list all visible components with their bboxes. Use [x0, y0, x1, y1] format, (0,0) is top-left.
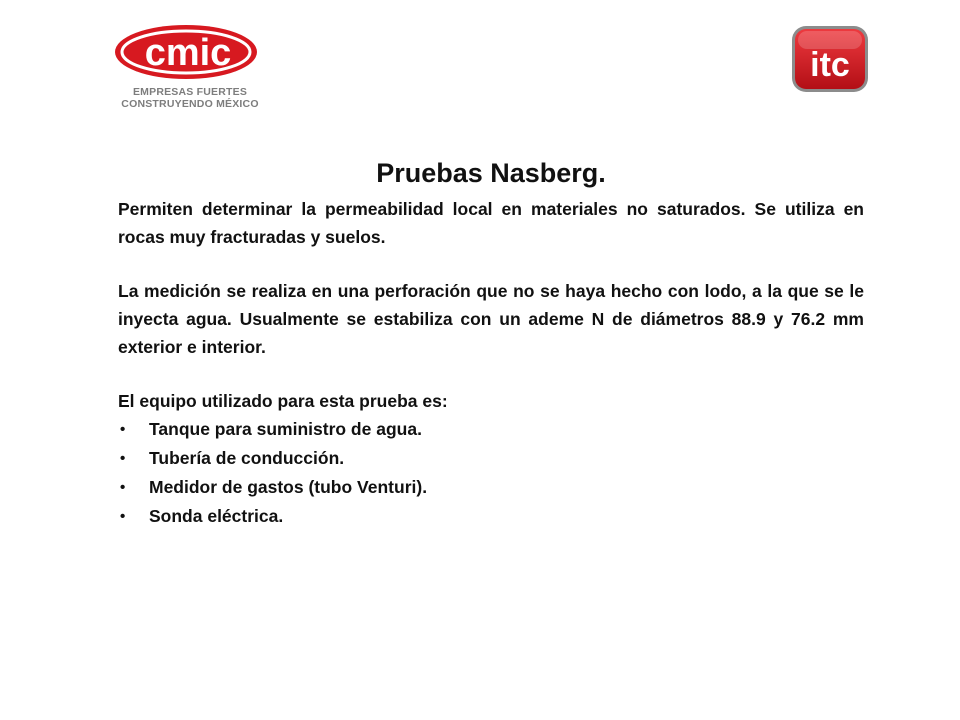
equipment-list: [118, 415, 864, 531]
itc-logo: [790, 24, 870, 94]
slide-title: Pruebas Nasberg.: [376, 158, 606, 188]
paragraph-procedure: La medición se realiza en una perforación que no se haya hecho con lodo, a la que se le inyecta agua. Usualmente se estabiliza con un ademe N de diámetros 88.9 y 76.2 mm exterior e interior.: [118, 281, 864, 357]
bullet-icon: •: [120, 479, 126, 496]
cmic-tagline-1: EMPRESAS FUERTES: [132, 86, 248, 98]
bullet-icon: •: [120, 421, 126, 438]
list-item: [118, 502, 864, 531]
list-item-text: Medidor de gastos (tubo Venturi).: [149, 477, 428, 497]
list-intro: El equipo utilizado para esta prueba es:: [118, 391, 448, 411]
slide-content: [118, 155, 864, 531]
list-item-text: Tubería de conducción.: [149, 448, 345, 468]
spacer: [118, 361, 864, 387]
spacer: [118, 251, 864, 277]
list-item: [118, 415, 864, 444]
list-item: [118, 473, 864, 502]
itc-logo-mark: [790, 24, 870, 94]
cmic-tagline-2: CONSTRUYENDO MÉXICO: [121, 98, 259, 110]
list-item-text: Tanque para suministro de agua.: [149, 419, 422, 439]
list-item: [118, 444, 864, 473]
cmic-wordmark: cmic: [144, 32, 232, 74]
itc-wordmark: itc: [810, 46, 850, 84]
cmic-logo-mark: [110, 24, 270, 84]
list-item-text: Sonda eléctrica.: [149, 506, 284, 526]
paragraph-definition: Permiten determinar la permeabilidad local en materiales no saturados. Se utiliza en rocas muy fracturadas y suelos.: [118, 199, 864, 247]
cmic-logo: [110, 24, 270, 114]
bullet-icon: •: [120, 450, 126, 467]
bullet-icon: •: [120, 508, 126, 525]
